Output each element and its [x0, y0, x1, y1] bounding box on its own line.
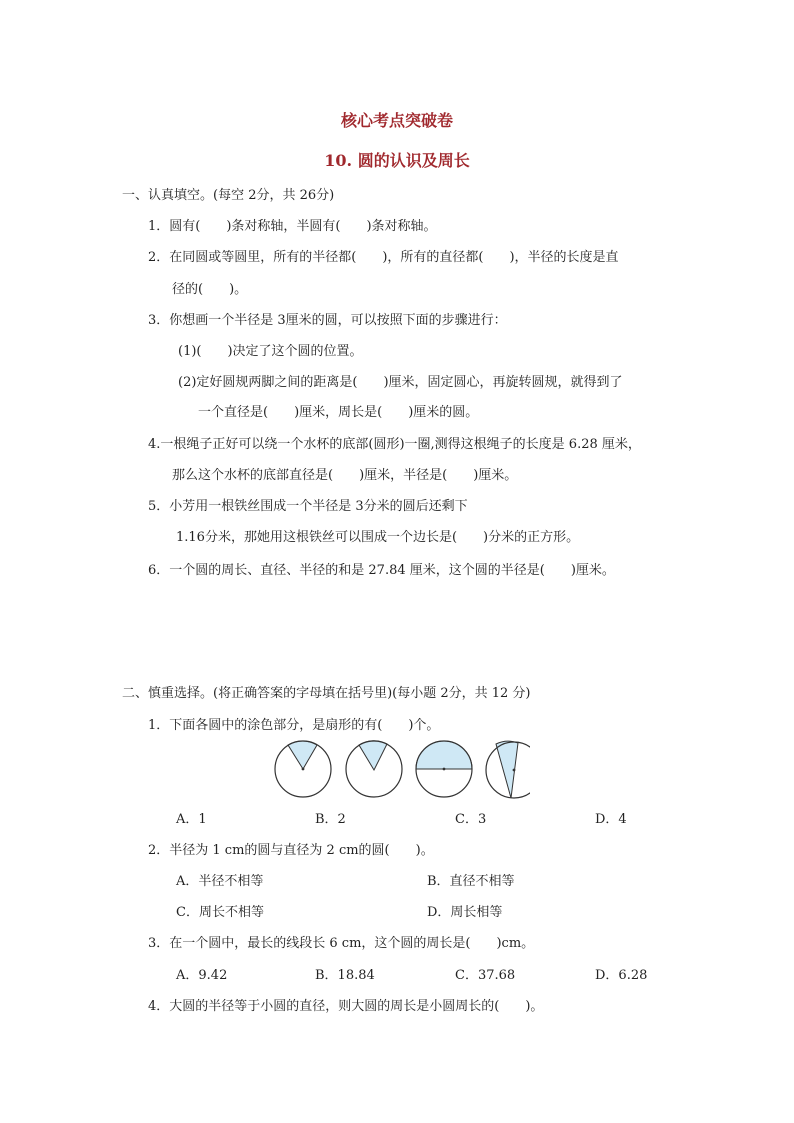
s2-q2-option-c: C．周长不相等	[176, 905, 264, 920]
s1-question-5-line1: 5．小芳用一根铁丝围成一个半径是 3分米的圆后还剩下	[148, 499, 468, 514]
figure-c-semicircle	[416, 741, 472, 797]
page-subtitle: 10. 圆的认识及周长	[324, 151, 470, 170]
s2-q3-option-a: A．9.42	[176, 968, 228, 983]
s1-question-5-line2: 1.16分米，那她用这根铁丝可以围成一个边长是( )分米的正方形。	[176, 530, 580, 545]
figure-a-sector	[275, 741, 331, 797]
s2-q2-option-b: B．直径不相等	[427, 874, 515, 889]
s2-question-2: 2．半径为 1 cm的圆与直径为 2 cm的圆( )。	[148, 843, 434, 858]
s1-question-2-line2: 径的( )。	[172, 282, 248, 297]
circle-figures	[270, 740, 530, 802]
s2-q3-option-d: D．6.28	[595, 968, 648, 983]
s1-question-3: 3．你想画一个半径是 3厘米的圆，可以按照下面的步骤进行：	[148, 313, 507, 328]
section1-heading: 一、认真填空。(每空 2分，共 26分)	[122, 188, 335, 203]
figure-a-shaded-sector	[288, 741, 317, 769]
figure-c-shaded-semicircle	[416, 741, 472, 769]
figure-b-shape	[346, 741, 402, 797]
s2-question-1: 1．下面各圆中的涂色部分，是扇形的有( )个。	[148, 718, 440, 733]
s1-question-6: 6．一个圆的周长、直径、半径的和是 27.84 厘米，这个圆的半径是( )厘米。	[148, 563, 615, 578]
figure-b-shaded-region	[359, 741, 387, 770]
s2-question-3: 3．在一个圆中，最长的线段长 6 cm，这个圆的周长是( )cm。	[148, 936, 535, 951]
figure-d-shape	[486, 741, 530, 798]
s2-q1-option-d: D．4	[595, 812, 627, 827]
s2-q1-option-a: A．1	[176, 812, 207, 827]
page-title: 核心考点突破卷	[340, 111, 453, 130]
s2-q3-option-b: B．18.84	[315, 968, 375, 983]
s1-question-3-part2-line2: 一个直径是( )厘米，周长是( )厘米的圆。	[198, 405, 479, 420]
s2-q2-option-a: A．半径不相等	[176, 874, 264, 889]
s1-question-4-line2: 那么这个水杯的底部直径是( )厘米，半径是( )厘米。	[172, 468, 518, 483]
s1-question-3-part2-line1: (2)定好圆规两脚之间的距离是( )厘米，固定圆心，再旋转圆规，就得到了	[178, 375, 623, 390]
s2-question-4: 4．大圆的半径等于小圆的直径，则大圆的周长是小圆周长的( )。	[148, 999, 544, 1014]
s2-q3-option-c: C．37.68	[455, 968, 516, 983]
s1-question-1: 1．圆有( )条对称轴，半圆有( )条对称轴。	[148, 219, 437, 234]
s2-q1-option-b: B．2	[315, 812, 346, 827]
section2-heading: 二、慎重选择。(将正确答案的字母填在括号里)(每小题 2分，共 12 分)	[122, 686, 531, 701]
s1-question-2-line1: 2．在同圆或等圆里，所有的半径都( )，所有的直径都( )，半径的长度是直	[148, 250, 619, 265]
s1-question-3-part1: (1)( )决定了这个圆的位置。	[178, 344, 363, 359]
s1-question-4-line1: 4.一根绳子正好可以绕一个水杯的底部(圆形)一圈,测得这根绳子的长度是 6.28 厘米，	[148, 437, 641, 452]
s2-q1-option-c: C．3	[455, 812, 487, 827]
s2-q2-option-d: D．周长相等	[427, 905, 503, 920]
